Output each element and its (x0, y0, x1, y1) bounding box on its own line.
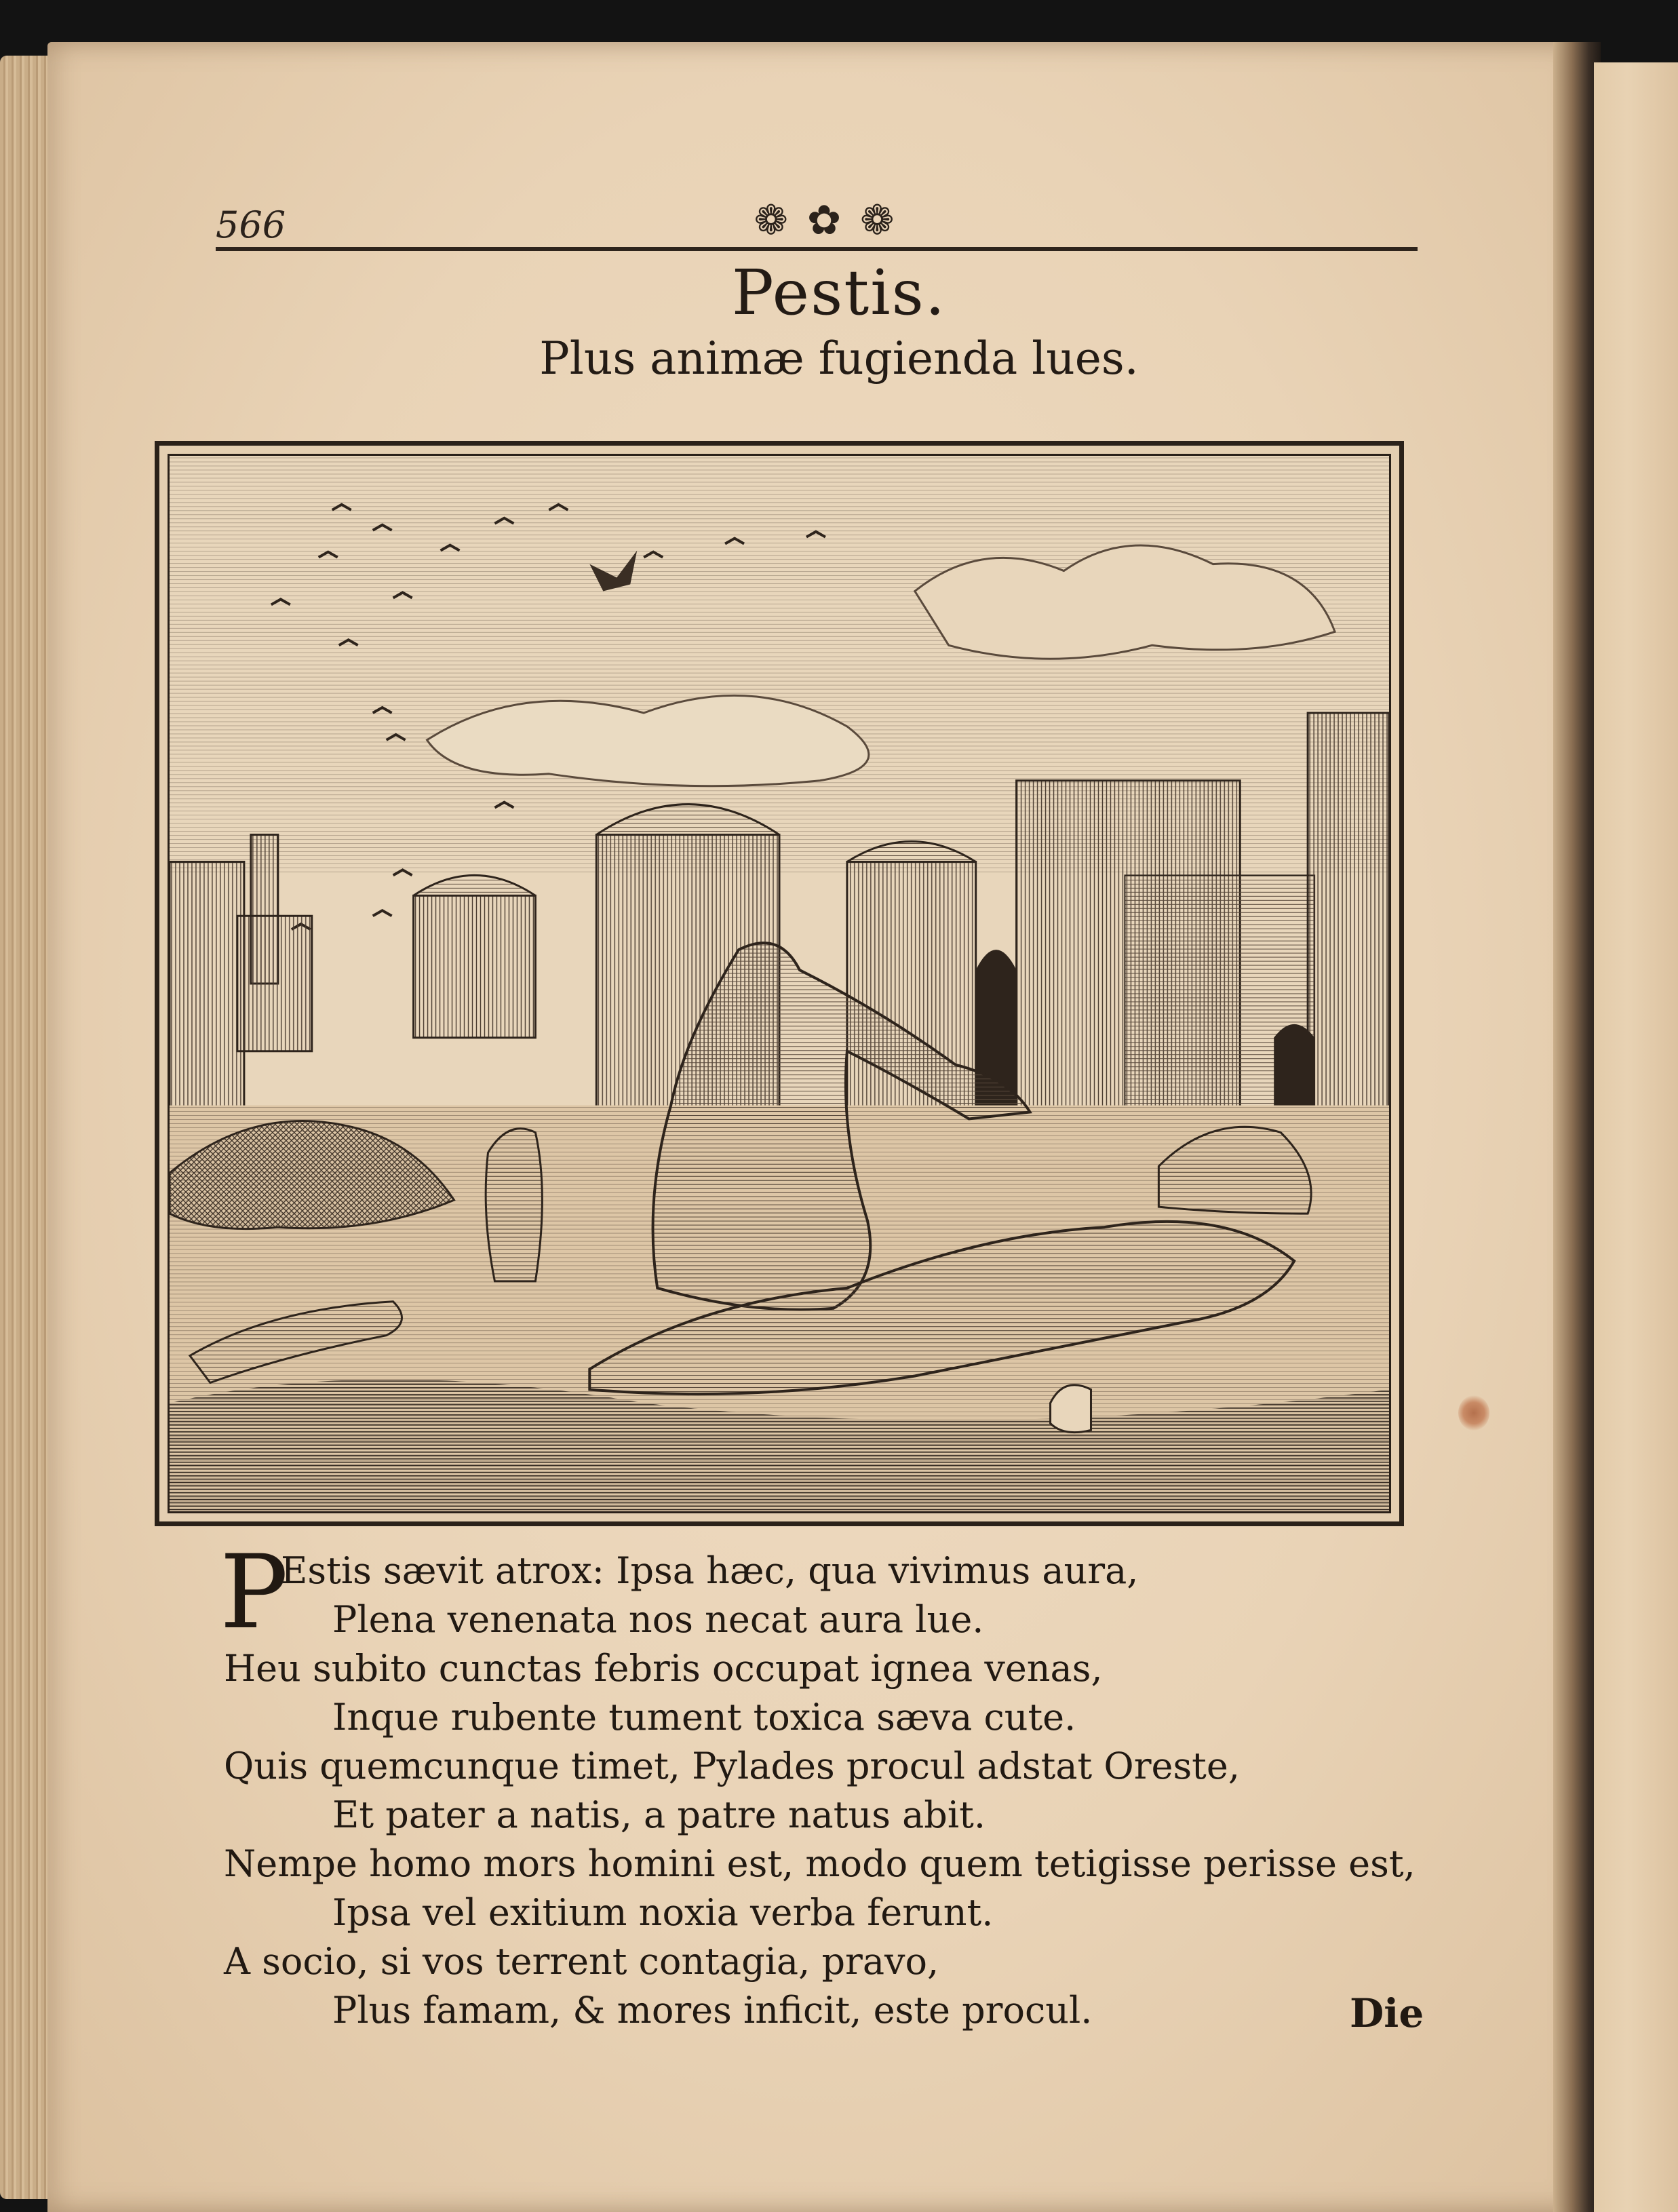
poem-line: Ipsa vel exitium noxia verba ferunt. (332, 1891, 994, 1934)
ornament-flower-icon: ✿ (806, 197, 842, 244)
poem-line: Quis quemcunque timet, Pylades procul adstat Oreste, (224, 1745, 1240, 1787)
page-number: 566 (216, 203, 286, 246)
poem-line: Et pater a natis, a patre natus abit. (332, 1793, 986, 1836)
poem-line: Plena venenata nos necat aura lue. (332, 1598, 984, 1641)
poem-line: Nempe homo mors homini est, modo quem tetigisse perisse est, (224, 1842, 1416, 1885)
header-rule (216, 247, 1418, 251)
catchword: Die (1350, 1990, 1424, 2036)
motto: Plus animæ fugienda lues. (539, 332, 1139, 385)
poem-line: Inque rubente tument toxica sæva cute. (332, 1696, 1076, 1739)
engraving-frame (168, 454, 1391, 1513)
engraving-plate (155, 441, 1404, 1526)
drop-cap: P (220, 1534, 288, 1652)
ornament-flower-icon: ❁ (860, 197, 895, 244)
facing-page-edge (1594, 62, 1678, 2212)
page-title: Pestis. (731, 256, 947, 329)
poem (220, 1534, 1458, 2035)
poem-line: Heu subito cunctas febris occupat ignea venas, (224, 1647, 1103, 1690)
ornament-flower-icon: ❁ (754, 197, 788, 244)
poem-line: Estis sævit atrox: Ipsa hæc, qua vivimus aura, (281, 1549, 1139, 1592)
engraving-illustration (170, 456, 1389, 1511)
header-ornament (712, 197, 936, 244)
poem-line: A socio, si vos terrent contagia, pravo, (224, 1940, 939, 1983)
poem-line: Plus famam, & mores inficit, este procul. (332, 1989, 1093, 2032)
foxing-stain (1458, 1395, 1489, 1431)
